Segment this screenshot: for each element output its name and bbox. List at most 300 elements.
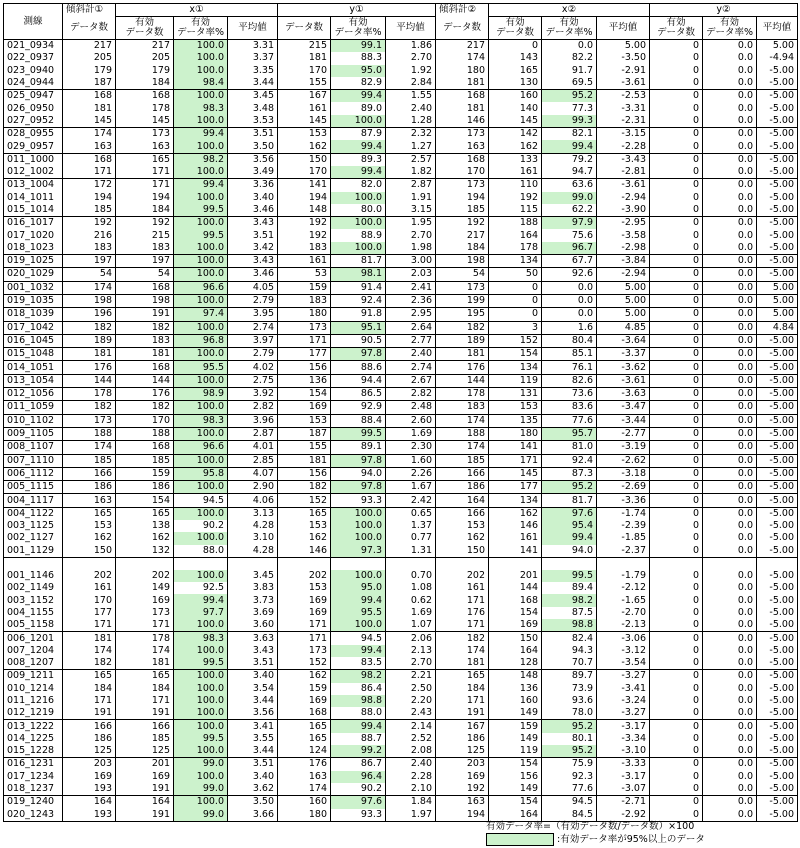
valid-count-y2: 0 [650, 128, 703, 141]
mean-y2: 5.00 [757, 294, 798, 307]
survey-line-id: 001_1032 [4, 281, 63, 294]
valid-rate-x2: 94.0 [542, 545, 597, 558]
valid-count-x2: 145 [489, 115, 542, 128]
valid-count-y1: 181 [278, 454, 331, 467]
table-row [4, 268, 798, 281]
mean-y2: -5.00 [757, 745, 798, 758]
valid-rate-x1: 100.0 [174, 645, 228, 657]
valid-count-y2: 0 [650, 670, 703, 683]
valid-rate-x2: 73.6 [542, 388, 597, 401]
valid-count-x1: 159 [116, 467, 174, 480]
table-row [4, 65, 798, 77]
valid-count-x1: 181 [116, 348, 174, 361]
mean-x2: -3.12 [597, 645, 650, 657]
mean-y1: 1.86 [386, 40, 436, 53]
valid-count-y1: 202 [278, 570, 331, 582]
valid-rate-y2: 0.0 [703, 520, 757, 532]
valid-rate-x2: 95.2 [542, 745, 597, 758]
mean-x2: -3.24 [597, 695, 650, 707]
mean-x1: 3.83 [228, 582, 278, 594]
mean-y1: 2.10 [386, 783, 436, 796]
mean-y2: -5.00 [757, 255, 798, 268]
valid-rate-x2: 91.7 [542, 65, 597, 77]
valid-rate-x2: 92.3 [542, 771, 597, 783]
data-count-1: 174 [63, 128, 116, 141]
mean-y2: -5.00 [757, 494, 798, 507]
table-row [4, 594, 798, 606]
valid-rate-y1: 99.4 [331, 166, 386, 179]
inclinometer-data-sheet [3, 3, 797, 822]
data-count-2: 144 [436, 374, 489, 387]
table-row [4, 374, 798, 387]
valid-count-y2: 0 [650, 745, 703, 758]
table-row [4, 707, 798, 720]
valid-count-y1: 155 [278, 441, 331, 454]
valid-count-y2: 0 [650, 467, 703, 480]
mean-x1: 3.55 [228, 733, 278, 745]
data-count-2: 146 [436, 115, 489, 128]
valid-count-y2: 0 [650, 707, 703, 720]
mean-x1: 3.51 [228, 758, 278, 771]
valid-count-y1: 155 [278, 77, 331, 90]
valid-rate-y1: 100.0 [331, 619, 386, 632]
mean-x2: -2.28 [597, 140, 650, 153]
data-count-2: 176 [436, 607, 489, 619]
mean-x2: -3.27 [597, 670, 650, 683]
mean-y2: -5.00 [757, 507, 798, 520]
table-row [4, 481, 798, 494]
valid-rate-y1: 89.0 [331, 102, 386, 114]
mean-y1: 2.03 [386, 268, 436, 281]
mean-x1: 3.41 [228, 720, 278, 733]
valid-rate-x2: 79.2 [542, 153, 597, 166]
valid-rate-x1: 99.5 [174, 204, 228, 217]
survey-line-id: 001_1146 [4, 570, 63, 582]
data-count-2: 181 [436, 348, 489, 361]
valid-count-x1: 176 [116, 388, 174, 401]
valid-count-x1: 173 [116, 128, 174, 141]
table-row [4, 507, 798, 520]
mean-y2: -5.00 [757, 90, 798, 103]
mean-y1: 0.62 [386, 594, 436, 606]
valid-rate-y2: 0.0 [703, 268, 757, 281]
valid-count-x1: 165 [116, 507, 174, 520]
mean-x2: -2.95 [597, 217, 650, 230]
mean-y2: -5.00 [757, 348, 798, 361]
table-row [4, 229, 798, 241]
valid-rate-y2: 0.0 [703, 619, 757, 632]
survey-line-id: 018_1237 [4, 783, 63, 796]
data-count-2: 181 [436, 102, 489, 114]
data-count-1: 163 [63, 140, 116, 153]
survey-line-id: 017_1020 [4, 229, 63, 241]
mean-x1: 3.50 [228, 796, 278, 809]
valid-rate-x2: 78.0 [542, 707, 597, 720]
survey-line-id: 020_1029 [4, 268, 63, 281]
mean-y2: 4.84 [757, 321, 798, 334]
valid-count-y2: 0 [650, 783, 703, 796]
valid-count-y2: 0 [650, 192, 703, 204]
data-count-1: 197 [63, 255, 116, 268]
valid-rate-header-y2: 有効 データ率% [703, 17, 757, 40]
valid-rate-header-x2: 有効 データ率% [542, 17, 597, 40]
valid-count-y1: 160 [278, 796, 331, 809]
mean-x2: -3.84 [597, 255, 650, 268]
valid-count-x2: 154 [489, 796, 542, 809]
mean-y2: -5.00 [757, 707, 798, 720]
valid-rate-y1: 88.3 [331, 52, 386, 64]
valid-rate-y1: 94.5 [331, 632, 386, 645]
mean-y2: -5.00 [757, 401, 798, 414]
mean-y2: -5.00 [757, 414, 798, 427]
valid-rate-y1: 95.1 [331, 321, 386, 334]
valid-count-y2: 0 [650, 229, 703, 241]
valid-count-y1: 192 [278, 217, 331, 230]
data-count-1: 186 [63, 481, 116, 494]
data-count-1: 176 [63, 361, 116, 374]
valid-count-x1: 125 [116, 745, 174, 758]
valid-rate-x2: 70.7 [542, 657, 597, 670]
mean-x2: -3.90 [597, 204, 650, 217]
mean-header-x1: 平均値 [228, 17, 278, 40]
mean-y1: 2.30 [386, 441, 436, 454]
mean-y1: 2.77 [386, 334, 436, 347]
valid-rate-x2: 95.4 [542, 520, 597, 532]
mean-y1: 2.82 [386, 388, 436, 401]
valid-count-header-y2: 有効 データ数 [650, 17, 703, 40]
mean-y1: 2.40 [386, 758, 436, 771]
table-row [4, 657, 798, 670]
mean-x2: -3.64 [597, 334, 650, 347]
valid-count-y2: 0 [650, 645, 703, 657]
valid-count-y2: 0 [650, 255, 703, 268]
mean-y2: -5.00 [757, 140, 798, 153]
valid-rate-x1: 98.3 [174, 632, 228, 645]
valid-count-y2: 0 [650, 401, 703, 414]
survey-line-id: 019_1240 [4, 796, 63, 809]
valid-rate-y2: 0.0 [703, 192, 757, 204]
data-count-1: 203 [63, 758, 116, 771]
valid-count-y1: 156 [278, 467, 331, 480]
valid-rate-x2: 99.4 [542, 532, 597, 544]
data-count-2: 183 [436, 401, 489, 414]
table-row [4, 582, 798, 594]
valid-rate-y2: 0.0 [703, 481, 757, 494]
blank-cell [597, 557, 650, 570]
mean-y1: 1.69 [386, 427, 436, 440]
mean-y2: -5.00 [757, 242, 798, 255]
inclinometer-2-header: 傾斜計② [436, 4, 489, 17]
mean-header-y1: 平均値 [386, 17, 436, 40]
valid-rate-x2: 99.4 [542, 140, 597, 153]
valid-rate-y1: 99.4 [331, 594, 386, 606]
valid-count-x1: 184 [116, 204, 174, 217]
survey-line-id: 015_1014 [4, 204, 63, 217]
data-count-header-2: データ数 [436, 17, 489, 40]
mean-x1: 2.85 [228, 454, 278, 467]
survey-line-id: 011_1216 [4, 695, 63, 707]
table-row [4, 441, 798, 454]
valid-rate-y2: 0.0 [703, 454, 757, 467]
valid-rate-y1: 100.0 [331, 570, 386, 582]
table-row [4, 733, 798, 745]
valid-count-y1: 165 [278, 733, 331, 745]
mean-y1: 1.98 [386, 242, 436, 255]
valid-rate-x1: 100.0 [174, 52, 228, 64]
valid-rate-x1: 100.0 [174, 670, 228, 683]
mean-x1: 3.10 [228, 532, 278, 544]
table-row [4, 401, 798, 414]
table-row [4, 294, 798, 307]
mean-x2: -3.47 [597, 401, 650, 414]
valid-rate-x1: 100.0 [174, 166, 228, 179]
valid-count-y1: 176 [278, 758, 331, 771]
survey-line-id: 028_0955 [4, 128, 63, 141]
data-count-1: 173 [63, 414, 116, 427]
mean-y2: -5.00 [757, 361, 798, 374]
valid-rate-y2: 0.0 [703, 720, 757, 733]
mean-x1: 4.06 [228, 494, 278, 507]
valid-count-x2: 141 [489, 545, 542, 558]
valid-count-x2: 156 [489, 771, 542, 783]
valid-rate-x1: 90.2 [174, 520, 228, 532]
data-count-1: 174 [63, 281, 116, 294]
valid-rate-y2: 0.0 [703, 374, 757, 387]
valid-count-y1: 168 [278, 707, 331, 720]
valid-count-y1: 171 [278, 632, 331, 645]
valid-rate-x1: 100.0 [174, 619, 228, 632]
valid-rate-y1: 100.0 [331, 507, 386, 520]
mean-y1: 2.70 [386, 657, 436, 670]
table-row [4, 140, 798, 153]
mean-y1: 1.97 [386, 809, 436, 822]
mean-y2: 5.00 [757, 281, 798, 294]
valid-count-x2: 192 [489, 192, 542, 204]
valid-rate-y2: 0.0 [703, 809, 757, 822]
valid-rate-x2: 97.9 [542, 217, 597, 230]
valid-rate-x2: 95.2 [542, 720, 597, 733]
valid-rate-y1: 99.4 [331, 140, 386, 153]
mean-x1: 3.63 [228, 632, 278, 645]
valid-count-y2: 0 [650, 217, 703, 230]
valid-count-y2: 0 [650, 242, 703, 255]
mean-x2: -3.19 [597, 441, 650, 454]
valid-count-x2: 141 [489, 441, 542, 454]
valid-rate-y2: 0.0 [703, 507, 757, 520]
mean-x2: -2.94 [597, 268, 650, 281]
valid-count-x2: 152 [489, 334, 542, 347]
mean-y1: 2.26 [386, 467, 436, 480]
valid-count-y1: 180 [278, 809, 331, 822]
mean-x2: -3.27 [597, 707, 650, 720]
mean-y2: -5.00 [757, 204, 798, 217]
mean-y1: 1.27 [386, 140, 436, 153]
valid-rate-x2: 98.8 [542, 619, 597, 632]
valid-count-x2: 135 [489, 414, 542, 427]
x2-header: x② [489, 4, 650, 17]
mean-y2: -4.94 [757, 52, 798, 64]
valid-rate-y2: 0.0 [703, 388, 757, 401]
survey-line-id: 002_1149 [4, 582, 63, 594]
data-count-1: 183 [63, 242, 116, 255]
data-count-1: 192 [63, 217, 116, 230]
valid-count-x2: 0 [489, 294, 542, 307]
valid-count-x1: 185 [116, 733, 174, 745]
data-count-2: 162 [436, 532, 489, 544]
valid-count-y2: 0 [650, 809, 703, 822]
mean-x1: 3.49 [228, 166, 278, 179]
valid-rate-y2: 0.0 [703, 670, 757, 683]
mean-x1: 3.92 [228, 388, 278, 401]
data-count-1: 205 [63, 52, 116, 64]
table-row [4, 166, 798, 179]
survey-line-header: 測線 [4, 4, 63, 40]
valid-count-y1: 194 [278, 192, 331, 204]
mean-y2: -5.00 [757, 632, 798, 645]
valid-count-x2: 119 [489, 745, 542, 758]
mean-y2: -5.00 [757, 619, 798, 632]
valid-rate-y2: 0.0 [703, 348, 757, 361]
valid-rate-y1: 100.0 [331, 217, 386, 230]
valid-rate-x1: 88.0 [174, 545, 228, 558]
survey-line-id: 007_1204 [4, 645, 63, 657]
valid-count-x1: 178 [116, 102, 174, 114]
mean-x1: 3.51 [228, 657, 278, 670]
mean-x1: 4.28 [228, 520, 278, 532]
survey-line-id: 010_1102 [4, 414, 63, 427]
valid-rate-x2: 67.7 [542, 255, 597, 268]
valid-rate-y1: 100.0 [331, 192, 386, 204]
valid-rate-x1: 100.0 [174, 40, 228, 53]
valid-count-y2: 0 [650, 771, 703, 783]
valid-rate-x2: 1.6 [542, 321, 597, 334]
valid-count-y1: 161 [278, 255, 331, 268]
valid-rate-x2: 75.6 [542, 229, 597, 241]
valid-rate-y1: 93.3 [331, 809, 386, 822]
valid-count-y2: 0 [650, 532, 703, 544]
valid-rate-y1: 99.4 [331, 90, 386, 103]
data-count-1: 144 [63, 374, 116, 387]
valid-count-y1: 146 [278, 545, 331, 558]
blank-cell [757, 557, 798, 570]
mean-x1: 3.60 [228, 619, 278, 632]
survey-line-id: 019_1025 [4, 255, 63, 268]
valid-count-y1: 161 [278, 102, 331, 114]
valid-rate-y1: 98.8 [331, 695, 386, 707]
valid-rate-y2: 0.0 [703, 545, 757, 558]
data-count-1: 165 [63, 507, 116, 520]
valid-rate-x2: 80.4 [542, 334, 597, 347]
valid-count-x2: 165 [489, 65, 542, 77]
valid-count-y1: 173 [278, 321, 331, 334]
valid-count-y2: 0 [650, 374, 703, 387]
valid-count-y1: 154 [278, 388, 331, 401]
valid-rate-x1: 100.0 [174, 374, 228, 387]
mean-y2: -5.00 [757, 695, 798, 707]
mean-x2: -3.62 [597, 361, 650, 374]
valid-count-x2: 134 [489, 255, 542, 268]
mean-y2: -5.00 [757, 520, 798, 532]
mean-x2: -3.43 [597, 153, 650, 166]
valid-count-x1: 163 [116, 140, 174, 153]
valid-rate-y1: 82.0 [331, 179, 386, 192]
valid-count-x1: 144 [116, 374, 174, 387]
valid-rate-y2: 0.0 [703, 179, 757, 192]
mean-y1: 1.92 [386, 65, 436, 77]
table-row [4, 783, 798, 796]
valid-count-y2: 0 [650, 321, 703, 334]
mean-x2: -3.17 [597, 720, 650, 733]
mean-x1: 3.95 [228, 308, 278, 321]
data-count-2: 181 [436, 657, 489, 670]
data-count-2: 194 [436, 192, 489, 204]
data-count-2: 173 [436, 281, 489, 294]
data-count-1: 171 [63, 619, 116, 632]
mean-x1: 3.56 [228, 153, 278, 166]
valid-rate-x1: 99.0 [174, 758, 228, 771]
valid-count-x2: 115 [489, 204, 542, 217]
valid-count-x2: 161 [489, 166, 542, 179]
data-count-2: 54 [436, 268, 489, 281]
valid-rate-y1: 100.0 [331, 520, 386, 532]
mean-y2: -5.00 [757, 645, 798, 657]
valid-count-x1: 171 [116, 179, 174, 192]
valid-count-x2: 145 [489, 467, 542, 480]
valid-count-x1: 191 [116, 783, 174, 796]
valid-rate-x1: 97.7 [174, 607, 228, 619]
data-count-2: 188 [436, 427, 489, 440]
data-count-2: 198 [436, 255, 489, 268]
table-row [4, 494, 798, 507]
valid-count-x2: 133 [489, 153, 542, 166]
valid-rate-y1: 88.7 [331, 733, 386, 745]
data-count-2: 168 [436, 153, 489, 166]
valid-count-y1: 173 [278, 645, 331, 657]
mean-x1: 3.43 [228, 645, 278, 657]
valid-rate-y1: 98.1 [331, 268, 386, 281]
data-count-2: 174 [436, 52, 489, 64]
valid-count-y1: 153 [278, 128, 331, 141]
data-count-1: 187 [63, 77, 116, 90]
data-count-1: 174 [63, 645, 116, 657]
valid-count-x1: 185 [116, 454, 174, 467]
valid-count-x1: 191 [116, 308, 174, 321]
table-row [4, 128, 798, 141]
valid-rate-y1: 97.8 [331, 481, 386, 494]
mean-y1: 2.70 [386, 52, 436, 64]
valid-rate-x1: 100.0 [174, 427, 228, 440]
table-row [4, 102, 798, 114]
mean-x1: 2.90 [228, 481, 278, 494]
data-count-2: 167 [436, 720, 489, 733]
data-count-1: 150 [63, 545, 116, 558]
valid-rate-x2: 82.2 [542, 52, 597, 64]
valid-rate-y1: 88.6 [331, 361, 386, 374]
table-row [4, 645, 798, 657]
valid-rate-y1: 88.9 [331, 229, 386, 241]
valid-rate-y2: 0.0 [703, 90, 757, 103]
mean-y1: 1.07 [386, 619, 436, 632]
mean-y2: -5.00 [757, 733, 798, 745]
data-count-1: 181 [63, 632, 116, 645]
valid-count-x2: 162 [489, 507, 542, 520]
mean-x2: -3.07 [597, 783, 650, 796]
data-count-2: 203 [436, 758, 489, 771]
data-count-1: 54 [63, 268, 116, 281]
mean-x2: -2.39 [597, 520, 650, 532]
mean-x1: 3.50 [228, 140, 278, 153]
mean-y2: -5.00 [757, 427, 798, 440]
